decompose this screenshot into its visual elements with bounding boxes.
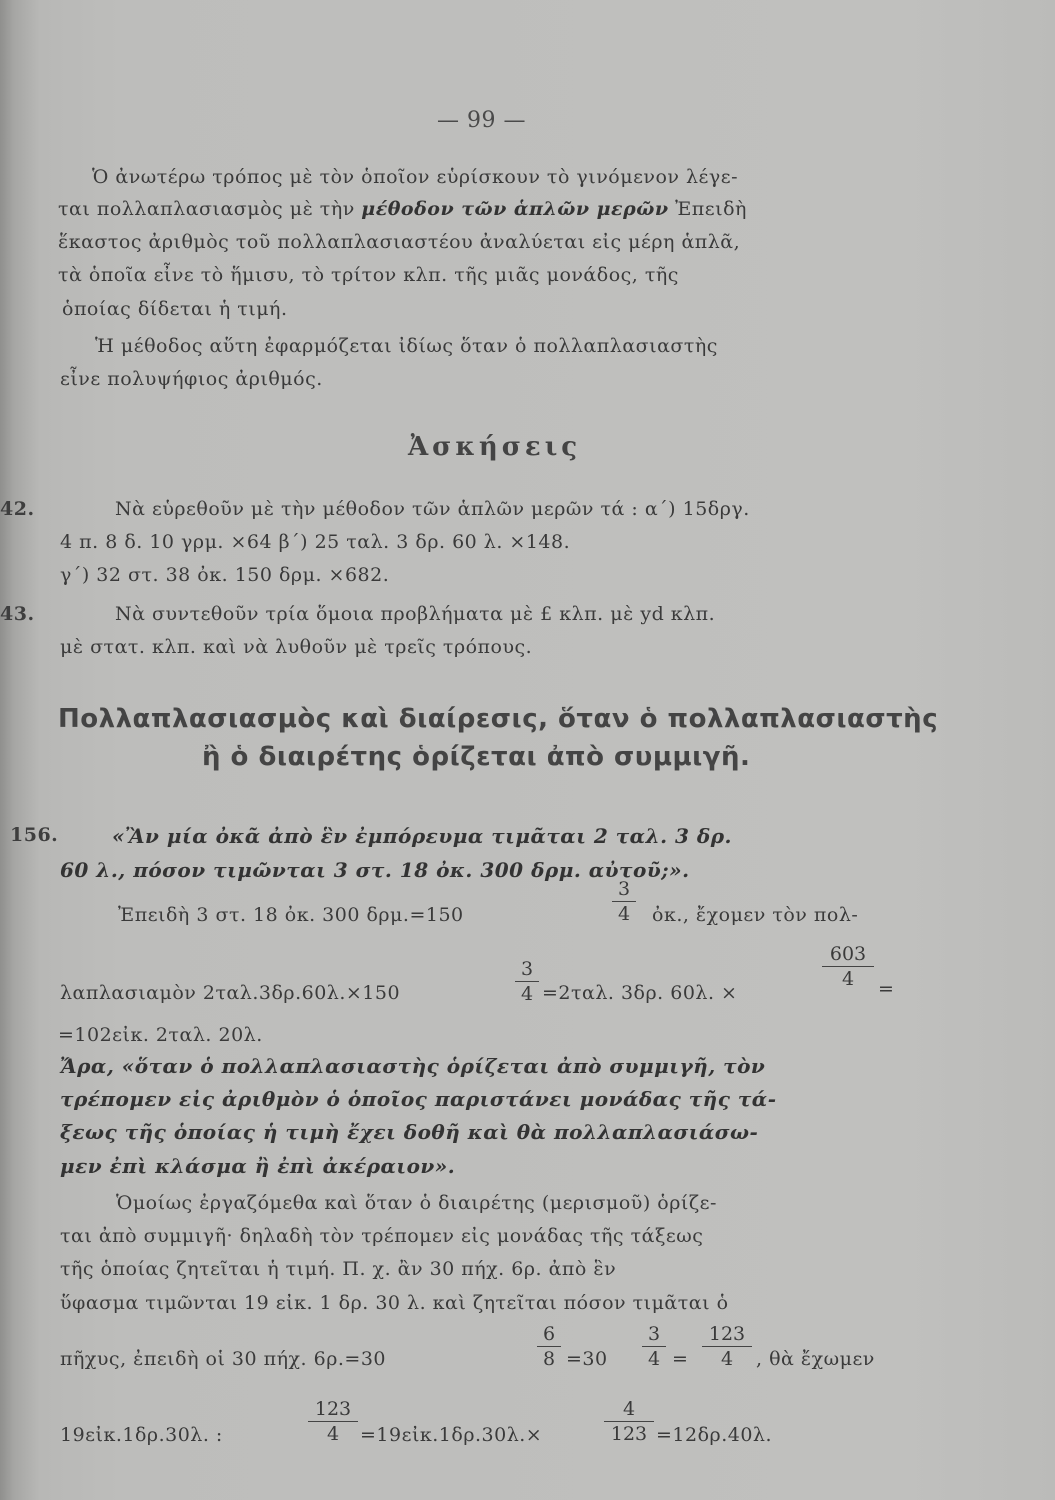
rule-line-2: τρέπομεν εἰς ἀριθμὸν ὁ ὁποῖος παριστάνει μονάδας τῆς τά- (60, 1087, 777, 1111)
fraction-bar (604, 1421, 654, 1422)
solution-line-1-post: ὀκ., ἔχομεν τὸν πολ- (652, 904, 859, 926)
exercise-42-line-2: 4 π. 8 δ. 10 γρμ. ×64 β΄) 25 ταλ. 3 δρ. 60 λ. ×148. (60, 531, 571, 553)
denominator: 4 (841, 968, 855, 990)
fraction-bar (308, 1421, 358, 1422)
para1-line-1: Ὁ ἀνωτέρω τρόπος μὲ τὸν ὁποῖον εὑρίσκουν τὸ γινόμενον λέγε- (92, 166, 738, 188)
numerator: 3 (647, 1323, 661, 1345)
fraction-bar (612, 901, 636, 902)
fraction-bar (515, 981, 539, 982)
final-eq-post: =12δρ.40λ. (656, 1424, 773, 1446)
section-title-line-2: ἢ ὁ διαιρέτης ὁρίζεται ἀπὸ συμμιγῆ. (202, 742, 751, 772)
para3-line-5-eq1: =30 (566, 1348, 608, 1370)
para1-line-2-tail: Ἐπειδὴ (675, 198, 747, 220)
problem-156-number: 156. (10, 824, 59, 846)
rule-line-4: μεν ἐπὶ κλάσμα ἢ ἐπὶ ἀκέραιον». (60, 1154, 456, 1178)
para3-line-3: τῆς ὁποίας ζητεῖται ἡ τιμή. Π. χ. ἂν 30 πήχ. 6ρ. ἀπὸ ἓν (60, 1258, 617, 1280)
solution-line-2-pre: λαπλασιαμὸν 2ταλ.3δρ.60λ.×150 (60, 982, 401, 1004)
para2-line-2: εἶνε πολυψήφιος ἀριθμός. (60, 368, 323, 390)
final-eq-pre: 19εἰκ.1δρ.30λ. : (60, 1424, 223, 1446)
fraction-3-4-b (515, 960, 539, 1004)
solution-line-3: =102εἰκ. 2ταλ. 20λ. (58, 1024, 263, 1046)
fraction-123-4-a (702, 1325, 752, 1369)
para1-line-2 (58, 200, 747, 219)
page-number: — 99 — (437, 108, 526, 133)
fraction-3-4-c (642, 1325, 666, 1369)
para2-line-1: Ἡ μέθοδος αὕτη ἐφαρμόζεται ἰδίως ὅταν ὁ πολλαπλασιαστὴς (95, 335, 718, 357)
problem-line-1: «Ἂν μία ὀκᾶ ἀπὸ ἓν ἐμπόρευμα τιμᾶται 2 ταλ. 3 δρ. (112, 824, 732, 848)
numerator: 6 (542, 1323, 556, 1345)
numerator: 3 (520, 958, 534, 980)
exercises-heading: Ἀσκήσεις (408, 432, 582, 462)
fraction-123-4-b (308, 1400, 358, 1444)
para1-line-5: ὁποίας δίδεται ἡ τιμή. (62, 298, 288, 320)
para3-line-5-eq2: = (672, 1348, 689, 1370)
para3-line-5-post: , θὰ ἔχωμεν (756, 1348, 875, 1370)
exercise-43-number: 43. (0, 603, 35, 625)
fraction-bar (822, 966, 874, 967)
exercise-43-line-1: Νὰ συντεθοῦν τρία ὅμοια προβλήματα μὲ £ κλπ. μὲ yd κλπ. (115, 603, 716, 625)
problem-line-2: 60 λ., πόσον τιμῶνται 3 στ. 18 ὀκ. 300 δρμ. αὐτοῦ;». (60, 858, 690, 882)
numerator: 123 (314, 1398, 352, 1420)
denominator: 4 (720, 1348, 734, 1370)
final-eq-mid: =19εἰκ.1δρ.30λ.× (360, 1424, 543, 1446)
solution-line-1-pre: Ἐπειδὴ 3 στ. 18 ὀκ. 300 δρμ.=150 (118, 904, 464, 926)
para1-line-3: ἕκαστος ἀριθμὸς τοῦ πολλαπλασιαστέου ἀναλύεται εἰς μέρη ἁπλᾶ, (58, 231, 741, 253)
para3-line-2: ται ἀπὸ συμμιγῆ· δηλαδὴ τὸν τρέπομεν εἰς μονάδας τῆς τάξεως (60, 1225, 704, 1247)
fraction-6-8 (537, 1325, 561, 1369)
fraction-4-123 (604, 1400, 654, 1444)
denominator: 4 (647, 1348, 661, 1370)
para3-line-4: ὕφασμα τιμῶνται 19 εἰκ. 1 δρ. 30 λ. καὶ ζητεῖται πόσον τιμᾶται ὁ (60, 1292, 729, 1314)
denominator: 4 (326, 1423, 340, 1445)
fraction-603-4 (822, 945, 874, 989)
rule-line-1: Ἄρα, «ὅταν ὁ πολλαπλασιαστὴς ὁρίζεται ἀπὸ συμμιγῆ, τὸν (60, 1054, 766, 1078)
exercise-43-line-2: μὲ στατ. κλπ. καὶ νὰ λυθοῦν μὲ τρεῖς τρόπους. (60, 636, 533, 658)
para3-line-5-pre: πῆχυς, ἐπειδὴ οἱ 30 πήχ. 6ρ.=30 (60, 1348, 386, 1370)
method-emphasis: μέθοδον τῶν ἁπλῶν μερῶν (361, 198, 669, 220)
rule-line-3: ξεως τῆς ὁποίας ἡ τιμὴ ἔχει δοθῆ καὶ θὰ πολλαπλασιάσω- (60, 1120, 759, 1144)
numerator: 123 (708, 1323, 746, 1345)
para1-line-4: τὰ ὁποῖα εἶνε τὸ ἥμισυ, τὸ τρίτον κλπ. τῆς μιᾶς μονάδος, τῆς (58, 264, 679, 286)
para1-line-2-text: ται πολλαπλασιασμὸς μὲ τὴν (58, 198, 355, 220)
para3-line-1: Ὁμοίως ἐργαζόμεθα καὶ ὅταν ὁ διαιρέτης (μερισμοῦ) ὁρίζε- (116, 1192, 717, 1214)
denominator: 8 (542, 1348, 556, 1370)
numerator: 3 (617, 878, 631, 900)
fraction-bar (702, 1346, 752, 1347)
exercise-42-line-3: γ΄) 32 στ. 38 ὀκ. 150 δρμ. ×682. (60, 564, 390, 586)
fraction-3-4-a (612, 880, 636, 924)
exercise-42-line-1: Νὰ εὑρεθοῦν μὲ τὴν μέθοδον τῶν ἁπλῶν μερῶν τά : α΄) 15δργ. (115, 498, 750, 520)
fraction-bar (537, 1346, 561, 1347)
fraction-bar (642, 1346, 666, 1347)
solution-line-2-post: = (878, 978, 895, 1000)
numerator: 4 (622, 1398, 636, 1420)
denominator: 4 (520, 983, 534, 1005)
exercise-42-number: 42. (0, 498, 35, 520)
numerator: 603 (829, 943, 867, 965)
denominator: 4 (617, 903, 631, 925)
section-title-line-1: Πολλαπλασιασμὸς καὶ διαίρεσις, ὅταν ὁ πολλαπλασιαστὴς (58, 704, 939, 734)
denominator: 123 (610, 1423, 648, 1445)
solution-line-2-mid: =2ταλ. 3δρ. 60λ. × (542, 982, 738, 1004)
